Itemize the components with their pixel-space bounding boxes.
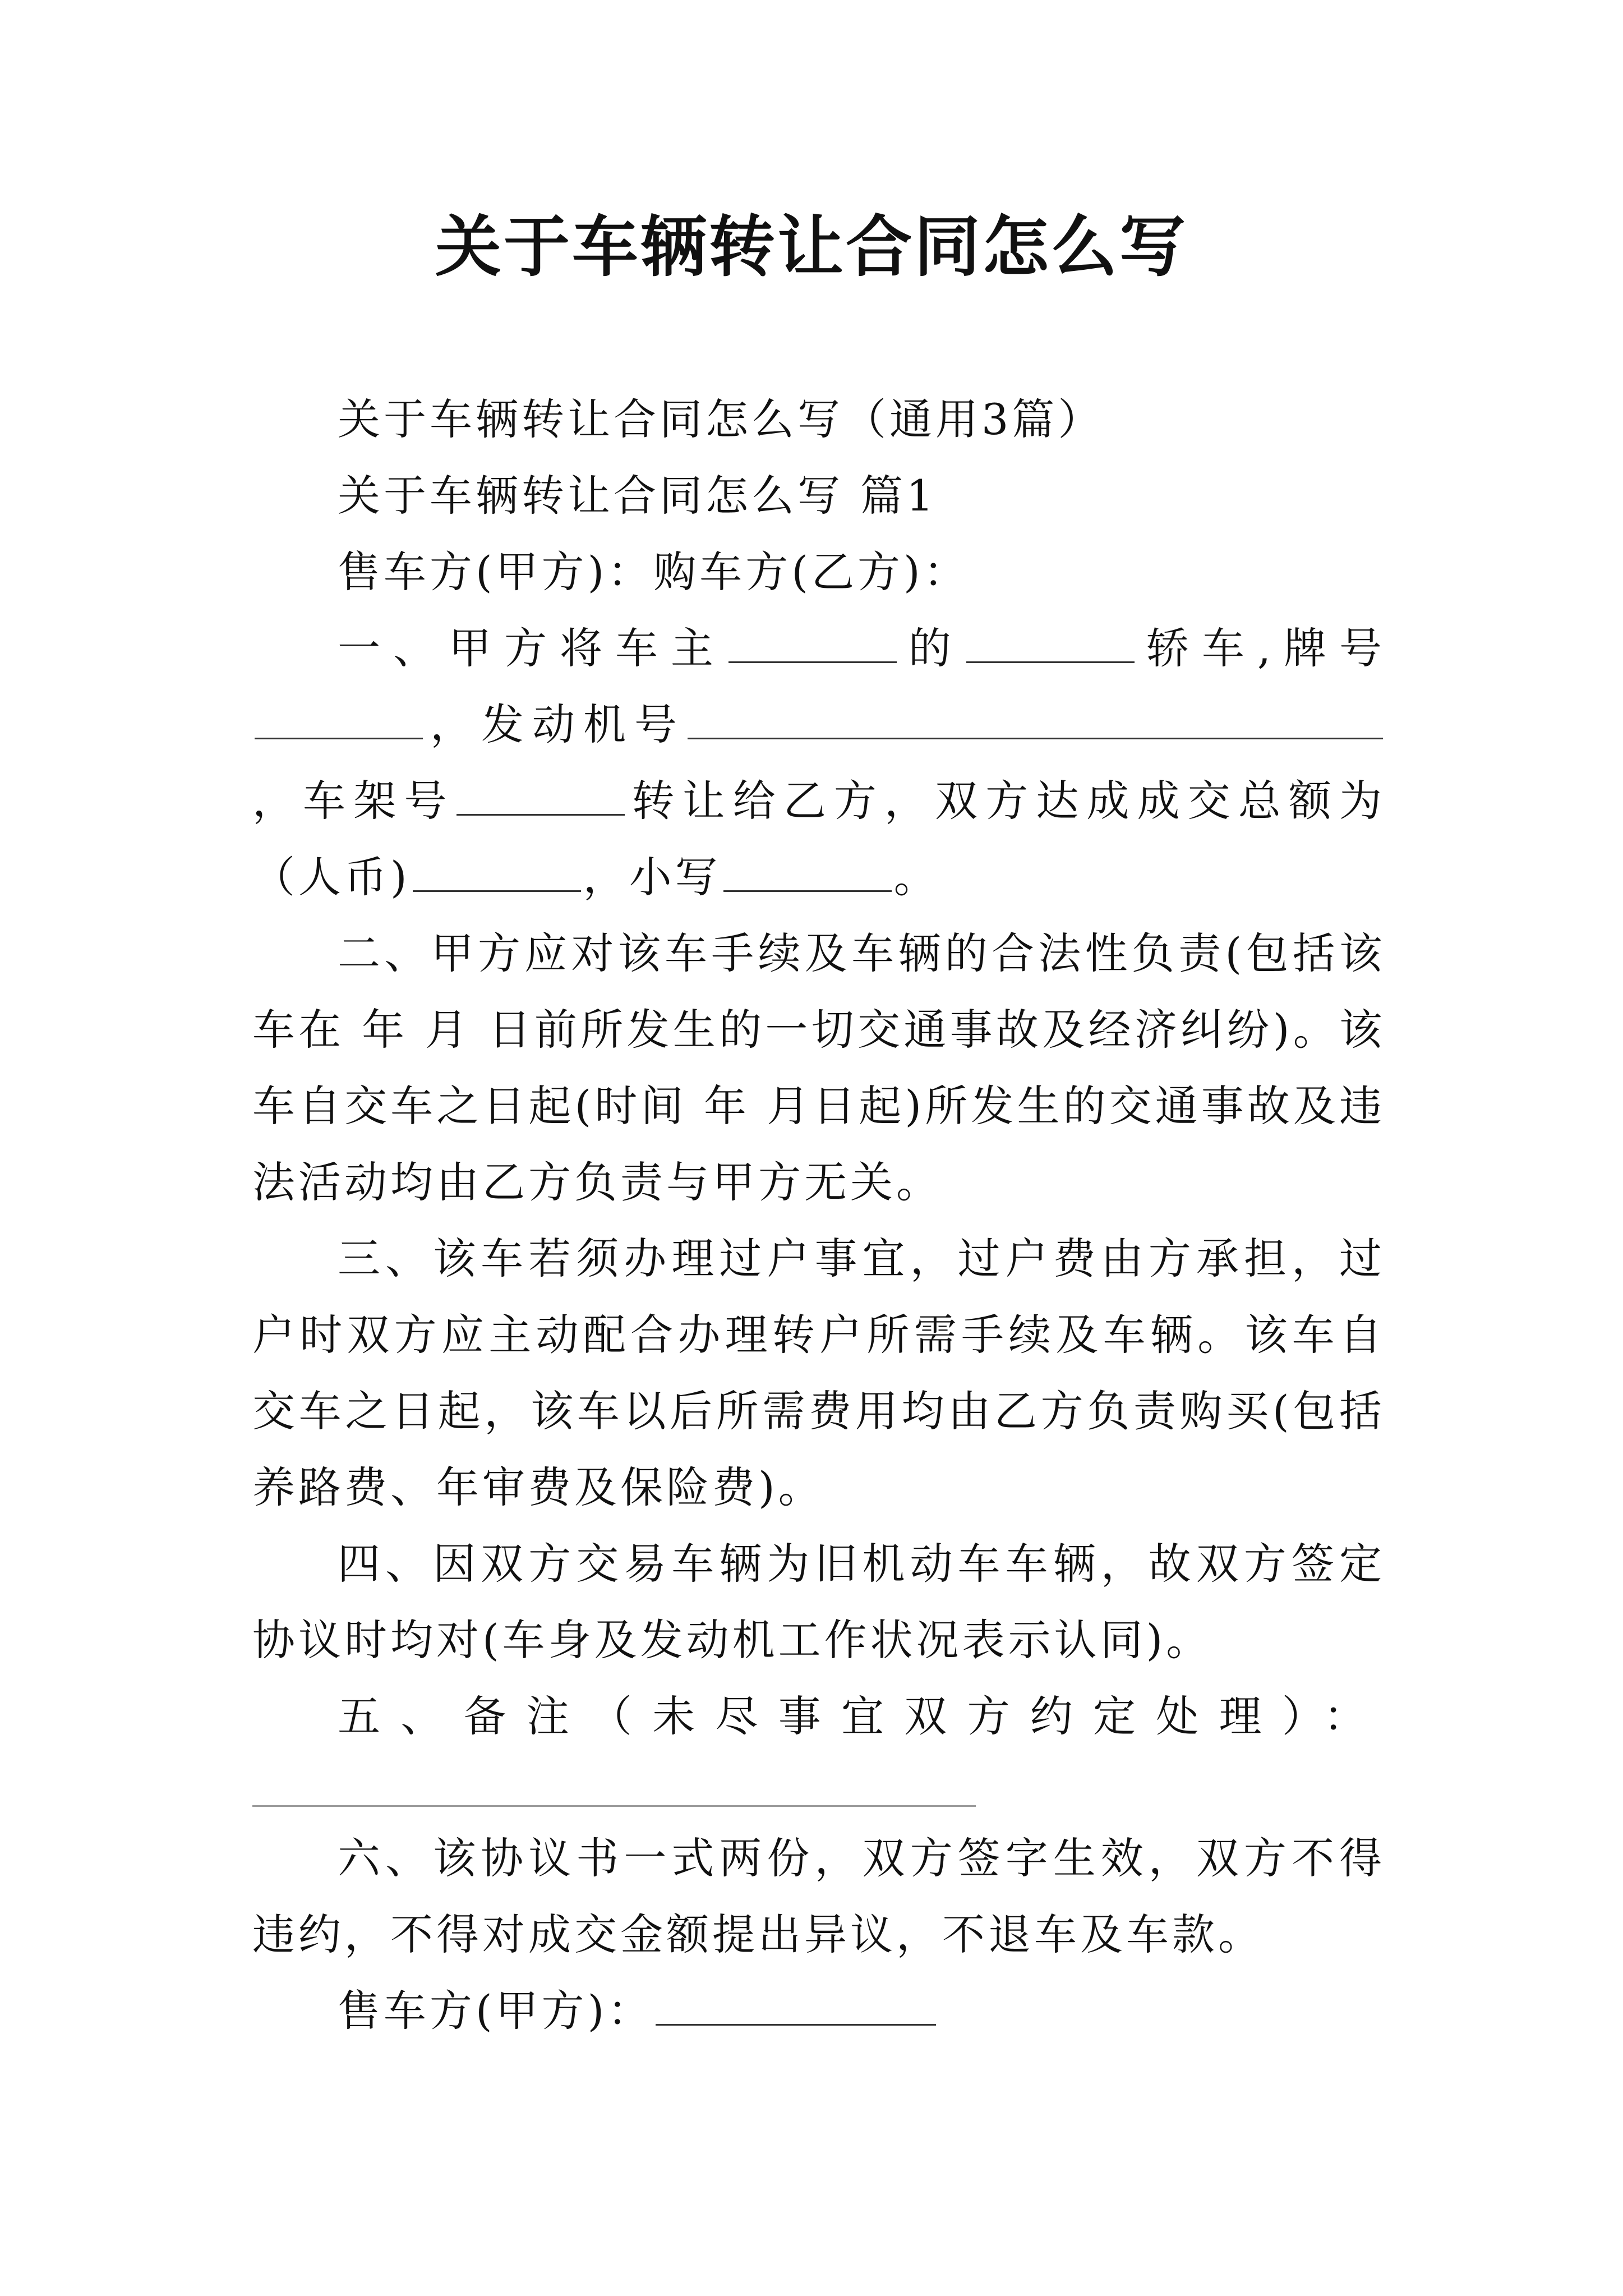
seller-signature-blank [656, 1987, 936, 2026]
clause-1 [252, 610, 1385, 915]
frame-number-blank [457, 777, 625, 816]
parties-line: 售车方(甲方)：购车方(乙方)： [338, 547, 970, 597]
clause-3: 三、该车若须办理过户事宜，过户费由方承担，过户时双方应主动配合办理转户所需手续及车辆。该车自交车之日起，该车以后所需费用均由乙方负责购买(包括养路费、年审费及保险费)。 [252, 1234, 1385, 1512]
document-subtitle: 关于车辆转让合同怎么写（通用3篇） [338, 394, 1104, 444]
clause-1-text-d: ，发动机号 [425, 700, 685, 749]
plate-number-blank [255, 701, 423, 739]
clause-1-text-c: 轿车,牌号 [1136, 623, 1386, 673]
document-title: 关于车辆转让合同怎么写 [435, 208, 1188, 286]
clause-6: 六、该协议书一式两份，双方签字生效，双方不得违约，不得对成交金额提出异议，不退车及车款。 [252, 1833, 1385, 1959]
document-body [252, 381, 1385, 2049]
total-amount-uppercase-blank [413, 854, 581, 892]
total-amount-lowercase-blank [723, 854, 892, 892]
owner-blank [728, 625, 897, 663]
clause-1-text-a: 一、甲方将车主 [338, 623, 726, 673]
engine-number-blank [688, 701, 1383, 739]
clause-1-text-f: 转让给乙方，双方达成成交总额为（人币) [252, 776, 1386, 902]
clause-1-text-e: ，车架号 [252, 776, 455, 826]
section-heading: 关于车辆转让合同怎么写 篇1 [338, 471, 937, 521]
clause-1-text-b: 的 [898, 623, 964, 673]
seller-signature-label: 售车方(甲方)： [338, 1986, 654, 2036]
clause-4: 四、因双方交易车辆为旧机动车车辆，故双方签定协议时均对(车身及发动机工作状况表示认同)。 [252, 1539, 1385, 1665]
clause-1-text-g: ，小写 [583, 852, 721, 902]
remarks-blank-line [252, 1755, 976, 1807]
clause-1-text-h: 。 [893, 852, 940, 902]
clause-5: 五、备注（未尽事宜双方约定处理）： [338, 1691, 1385, 1741]
seller-signature-line [252, 1973, 1385, 2049]
car-model-blank [966, 625, 1135, 663]
clause-2: 二、甲方应对该车手续及车辆的合法性负责(包括该车在 年 月 日前所发生的一切交通事故及经济纠纷)。该车自交车之日起(时间 年 月日起)所发生的交通事故及违法活动均由乙方负责与甲方无关。 [252, 928, 1385, 1207]
